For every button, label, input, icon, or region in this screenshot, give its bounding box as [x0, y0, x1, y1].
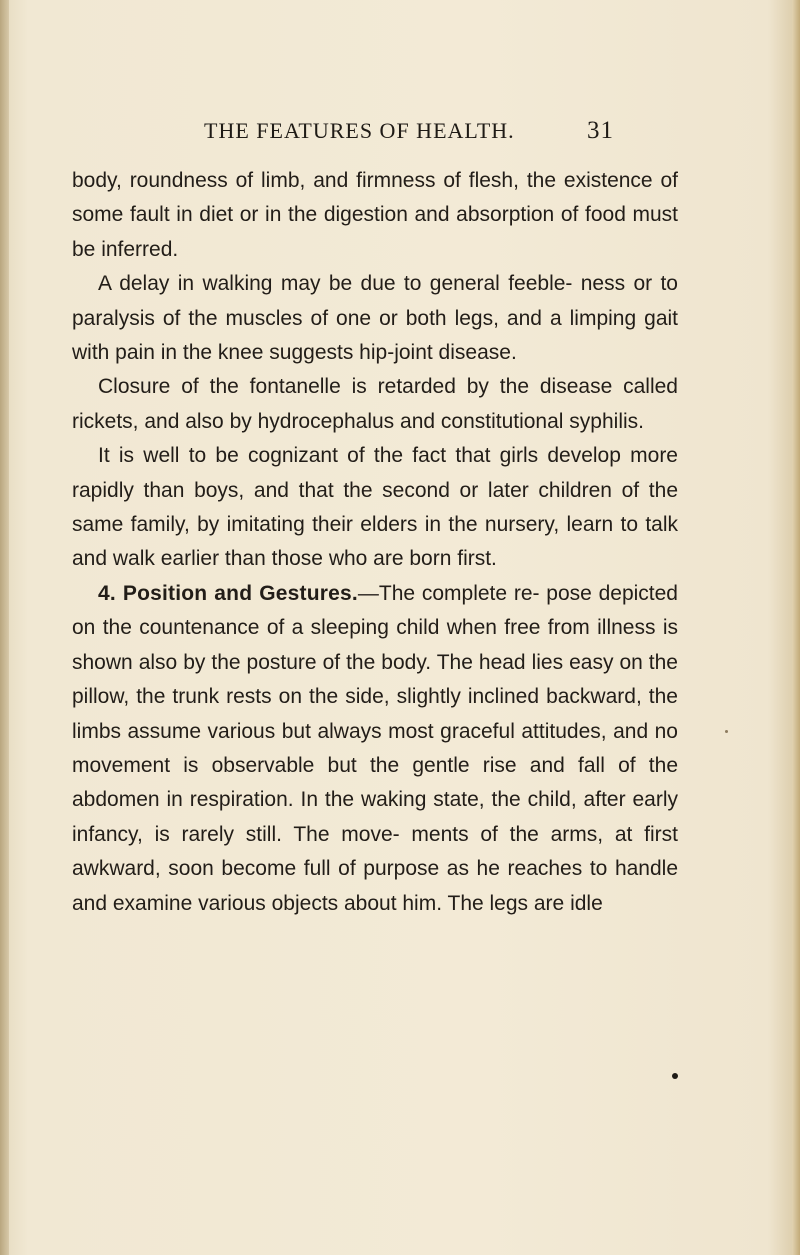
ink-speck [672, 1073, 678, 1079]
body-text [72, 164, 678, 921]
section-text: —The complete re- pose depicted on the countenance of a sleeping child when free from illness is shown also by the posture of the body. The head lies easy on the pillow, the trunk rests on the side, slightly inclined backward, the limbs assume various but always most graceful attitudes, and no movement is observable but the gentle rise and fall of the abdomen in respiration. In the waking state, the child, after early infancy, is rarely still. The move- ments of the arms, at first awkward, soon become full of purpose as he reaches to handle and examine various objects about him. The legs are idle [72, 581, 678, 915]
page-gutter-edge [0, 0, 9, 1255]
paragraph: A delay in walking may be due to general feeble- ness or to paralysis of the muscles of one or both legs, and a limping gait with pain in the knee suggests hip-joint disease. [72, 272, 678, 365]
page-number: 31 [587, 117, 614, 144]
page-outer-edge [792, 0, 800, 1255]
section-paragraph [72, 577, 678, 921]
section-heading: 4. Position and Gestures. [98, 581, 358, 605]
paragraph: body, roundness of limb, and firmness of flesh, the existence of some fault in diet or in the digestion and absorption of food must be inferred. [72, 169, 678, 261]
chapter-title: THE FEATURES OF HEALTH. [204, 118, 515, 143]
running-header [204, 116, 614, 146]
paragraph: It is well to be cognizant of the fact that girls develop more rapidly than boys, and that the second or later children of the same family, by imitating their elders in the nursery, learn to talk and walk earlier than those who are born first. [72, 444, 678, 571]
ink-speck [725, 730, 728, 733]
paragraph: Closure of the fontanelle is retarded by the disease called rickets, and also by hydrocephalus and constitutional syphilis. [72, 375, 678, 433]
